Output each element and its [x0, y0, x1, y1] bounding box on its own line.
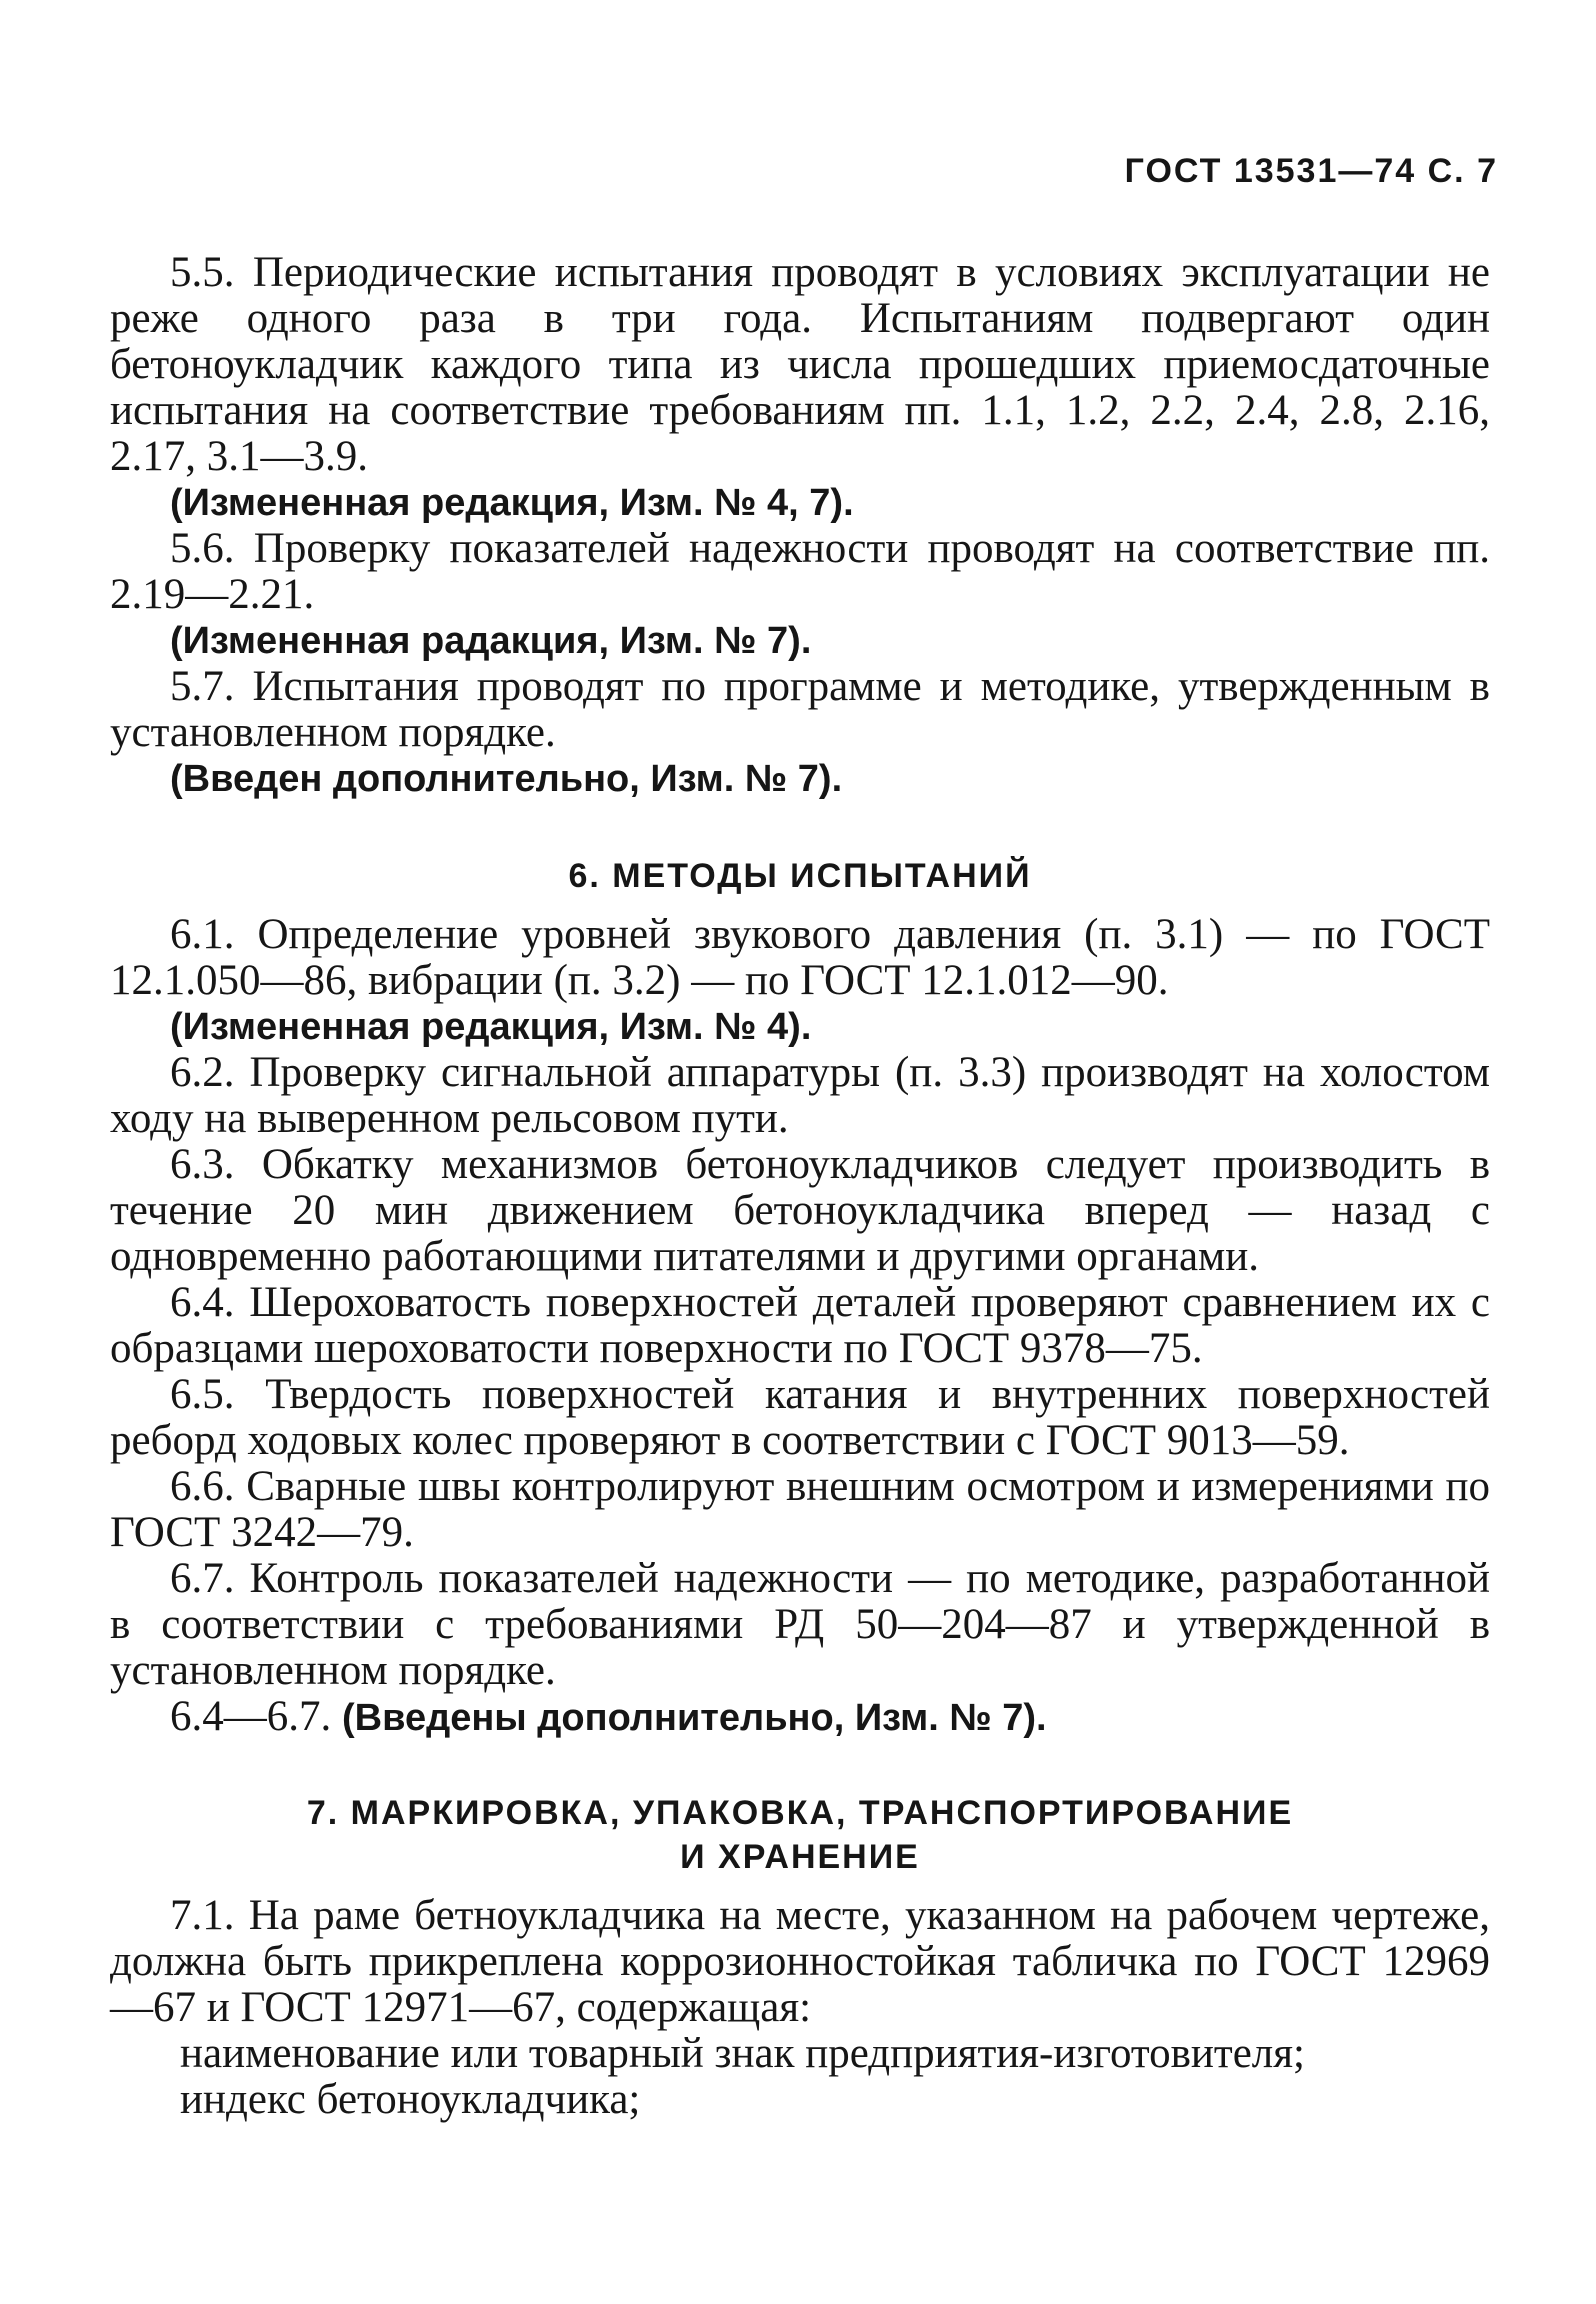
running-header: ГОСТ 13531—74 С. 7: [1124, 152, 1498, 190]
amendment-note-5-7: (Введен дополнительно, Изм. № 7).: [170, 758, 843, 800]
list-item: наименование или товарный знак предприятия-изготовителя;: [180, 2030, 1305, 2077]
paragraph-6-5: 6.5. Твердость поверхностей катания и внутренних поверхностей реборд ходовых колес проверяют в соответствии с ГОСТ 9013—59.: [110, 1371, 1490, 1464]
spacer: [110, 802, 1490, 854]
spacer: [110, 1741, 1490, 1791]
paragraph-5-7: 5.7. Испытания проводят по программе и методике, утвержденным в установленном порядке.: [110, 663, 1490, 756]
section-title-6: 6. МЕТОДЫ ИСПЫТАНИЙ: [568, 857, 1032, 895]
paragraph-6-4: 6.4. Шероховатость поверхностей деталей проверяют сравнением их с образцами шероховатости поверхности по ГОСТ 9378—75.: [110, 1279, 1490, 1372]
paragraph-6-3: 6.3. Обкатку механизмов бетоноукладчиков следует производить в течение 20 мин движением бетоноукладчика вперед — назад с одновременно работающими питателями и другими органами.: [110, 1141, 1490, 1280]
paragraph-5-6: 5.6. Проверку показателей надежности проводят на соответствие пп. 2.19—2.21.: [110, 525, 1490, 618]
paragraph-7-1: 7.1. На раме бетноукладчика на месте, указанном на рабочем чертеже, должна быть прикреплена коррозионностойкая табличка по ГОСТ 12969—67 и ГОСТ 12971—67, содержащая:: [110, 1892, 1490, 2031]
amendment-text: (Введены дополнительно, Изм. № 7).: [342, 1697, 1047, 1739]
paragraph-6-7: 6.7. Контроль показателей надежности — по методике, разработанной в соответствии с требованиями РД 50—204—87 и утвержденной в установленном порядке.: [110, 1555, 1490, 1694]
paragraph-5-5: 5.5. Периодические испытания проводят в условиях эксплуатации не реже одного раза в три года. Испытаниям подвергают один бетоноукладчик каждого типа из числа прошедших приемосдаточные испытания на соответствие требованиям пп. 1.1, 1.2, 2.2, 2.4, 2.8, 2.16, 2.17, 3.1—3.9.: [110, 249, 1490, 480]
amendment-range: 6.4—6.7.: [170, 1693, 332, 1740]
section-title-7-line1: 7. МАРКИРОВКА, УПАКОВКА, ТРАНСПОРТИРОВАНИЕ: [306, 1794, 1294, 1832]
list-item: индекс бетоноукладчика;: [180, 2076, 641, 2123]
page-content: [110, 250, 1490, 2123]
amendment-note-6-1: (Измененная редакция, Изм. № 4).: [170, 1006, 812, 1048]
spacer: [110, 1879, 1490, 1893]
section-title-7-line2: И ХРАНЕНИЕ: [680, 1838, 920, 1876]
paragraph-6-6: 6.6. Сварные швы контролируют внешним осмотром и измерениями по ГОСТ 3242—79.: [110, 1463, 1490, 1556]
paragraph-6-2: 6.2. Проверку сигнальной аппаратуры (п. 3.3) производят на холостом ходу на выверенном рельсовом пути.: [110, 1049, 1490, 1142]
amendment-note-5-5: (Измененная редакция, Изм. № 4, 7).: [170, 482, 854, 524]
paragraph-6-1: 6.1. Определение уровней звукового давления (п. 3.1) — по ГОСТ 12.1.050—86, вибрации (п. 3.2) — по ГОСТ 12.1.012—90.: [110, 911, 1490, 1004]
amendment-note-6-4-6-7: [110, 1694, 1490, 1741]
spacer: [110, 898, 1490, 912]
amendment-note-5-6: (Измененная радакция, Изм. № 7).: [170, 620, 812, 662]
